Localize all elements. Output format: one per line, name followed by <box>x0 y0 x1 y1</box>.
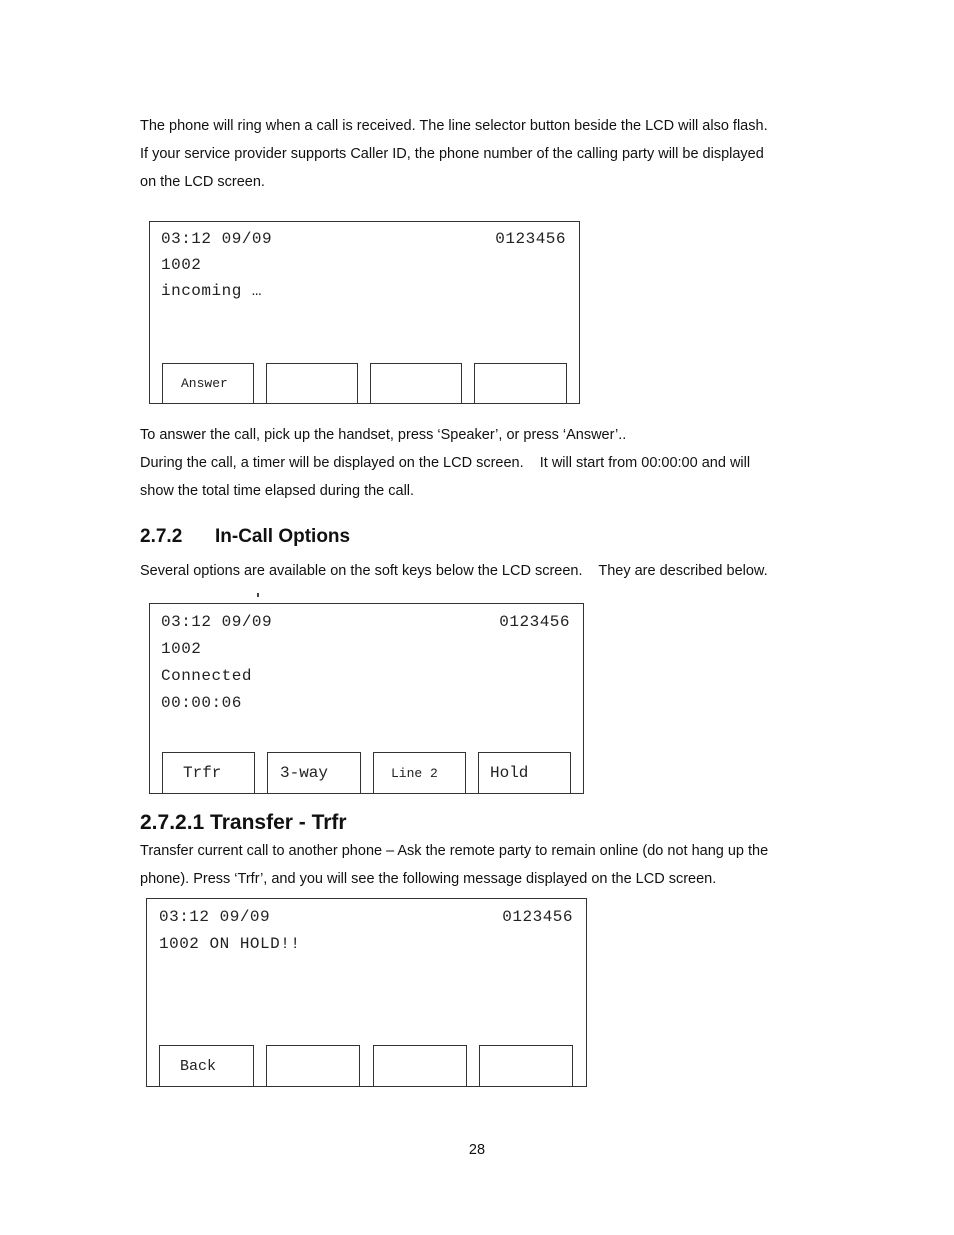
softkey-label: Hold <box>490 764 529 782</box>
lcd-call-timer: 00:00:06 <box>161 694 242 712</box>
softkey-3[interactable] <box>370 363 462 403</box>
lcd-caller-number: 0123456 <box>499 613 570 631</box>
softkey-4[interactable] <box>474 363 567 403</box>
transfer-paragraph <box>140 837 830 893</box>
softkey-line-2[interactable] <box>373 752 466 793</box>
page-number: 28 <box>468 1142 486 1158</box>
lcd-time-date: 03:12 09/09 <box>159 908 271 926</box>
lcd-screen-connected <box>149 603 584 794</box>
intro-paragraph <box>140 112 830 196</box>
softkey-label: 3-way <box>280 764 329 782</box>
in-call-options-text: Several options are available on the soft keys below the LCD screen. They are described below. <box>140 563 768 579</box>
answer-line-2: During the call, a timer will be displayed on the LCD screen. It will start from 00:00:00 and will <box>140 455 751 471</box>
lcd-hold-status: 1002 ON HOLD!! <box>159 935 301 953</box>
softkey-3[interactable] <box>373 1045 467 1086</box>
transfer-line-2: phone). Press ‘Trfr’, and you will see the following message displayed on the LCD screen. <box>140 871 717 887</box>
lcd-status: incoming … <box>161 282 263 300</box>
intro-line-1: The phone will ring when a call is received. The line selector button beside the LCD will also flash. <box>140 118 768 134</box>
stray-mark <box>257 593 259 597</box>
softkey-hold[interactable] <box>478 752 571 793</box>
intro-line-3: on the LCD screen. <box>140 174 265 190</box>
transfer-line-1: Transfer current call to another phone – Ask the remote party to remain online (do not hang up the <box>140 843 769 859</box>
lcd-caller-number: 0123456 <box>502 908 573 926</box>
intro-line-2: If your service provider supports Caller ID, the phone number of the calling party will be displayed <box>140 146 764 162</box>
section-heading-2-7-2-1: 2.7.2.1 Transfer - Trfr <box>140 811 347 834</box>
softkey-label: Back <box>180 1057 217 1075</box>
in-call-options-paragraph <box>140 557 830 585</box>
softkey-label: Answer <box>181 376 228 391</box>
softkey-2[interactable] <box>266 1045 360 1086</box>
section-number: 2.7.2 <box>140 526 183 547</box>
softkey-answer[interactable] <box>162 363 254 403</box>
answer-paragraph <box>140 421 830 505</box>
softkey-trfr[interactable] <box>162 752 255 793</box>
lcd-screen-incoming <box>149 221 580 404</box>
lcd-extension: 1002 <box>161 640 202 658</box>
section-heading-2-7-2 <box>140 526 350 548</box>
softkey-4[interactable] <box>479 1045 573 1086</box>
answer-line-3: show the total time elapsed during the call. <box>140 483 415 499</box>
lcd-extension: 1002 <box>161 256 202 274</box>
section-title: In-Call Options <box>215 526 351 547</box>
softkey-back[interactable] <box>159 1045 254 1086</box>
lcd-time-date: 03:12 09/09 <box>161 613 273 631</box>
lcd-screen-on-hold <box>146 898 587 1087</box>
answer-line-1: To answer the call, pick up the handset, press ‘Speaker’, or press ‘Answer’.. <box>140 427 627 443</box>
softkey-label: Trfr <box>183 764 222 782</box>
lcd-time-date: 03:12 09/09 <box>161 230 273 248</box>
softkey-3-way[interactable] <box>267 752 361 793</box>
softkey-label: Line 2 <box>391 765 438 781</box>
lcd-status: Connected <box>161 667 252 685</box>
lcd-caller-number: 0123456 <box>495 230 566 248</box>
softkey-2[interactable] <box>266 363 358 403</box>
